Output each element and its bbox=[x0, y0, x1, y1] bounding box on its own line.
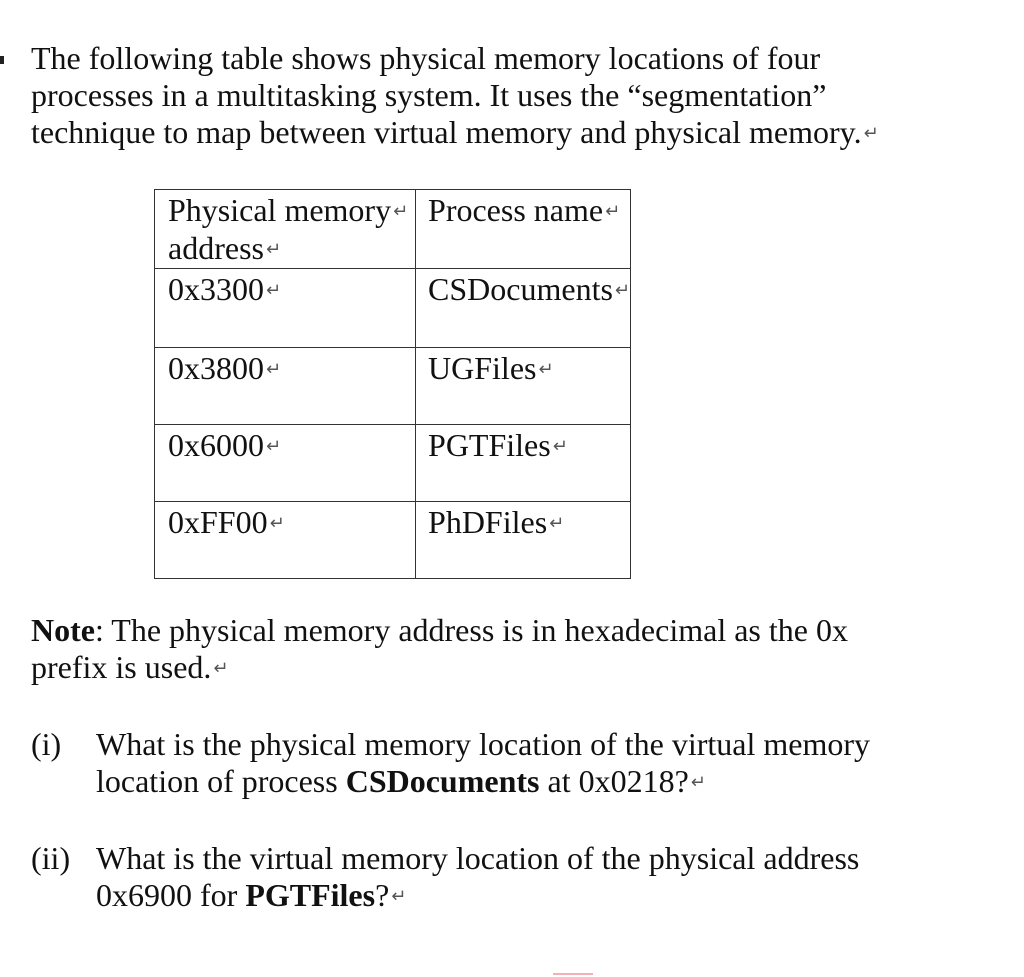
return-mark-icon: ↵ bbox=[391, 886, 407, 907]
question-line-1: What is the physical memory location of the virtual memory bbox=[96, 726, 871, 762]
return-mark-icon: ↵ bbox=[690, 772, 706, 793]
process-cell bbox=[416, 502, 631, 579]
table-row bbox=[155, 502, 631, 579]
address-cell bbox=[155, 425, 416, 502]
header-col1-line2: address bbox=[168, 230, 264, 266]
question-text bbox=[96, 726, 916, 801]
return-mark-icon: ↵ bbox=[213, 658, 229, 679]
return-mark-icon: ↵ bbox=[266, 359, 282, 380]
intro-line-1: The following table shows physical memory locations of four bbox=[31, 40, 821, 76]
question-line-2-post: at 0x0218? bbox=[539, 763, 689, 799]
return-mark-icon: ↵ bbox=[266, 280, 282, 301]
table-header-row bbox=[155, 190, 631, 269]
table-row bbox=[155, 425, 631, 502]
question-bold-term: PGTFiles bbox=[245, 877, 376, 913]
return-mark-icon: ↵ bbox=[863, 123, 879, 144]
question-text bbox=[96, 840, 916, 915]
return-mark-icon: ↵ bbox=[552, 436, 568, 457]
question-line-2-pre: location of process bbox=[96, 763, 346, 799]
process-cell bbox=[416, 425, 631, 502]
list-bullet bbox=[0, 56, 4, 64]
address-value: 0x6000 bbox=[168, 427, 264, 463]
note-text-b: prefix is used. bbox=[31, 649, 212, 685]
memory-table bbox=[154, 189, 631, 579]
address-cell bbox=[155, 348, 416, 425]
header-physical-address bbox=[155, 190, 416, 269]
address-value: 0xFF00 bbox=[168, 504, 268, 540]
address-cell bbox=[155, 269, 416, 348]
intro-line-2: processes in a multitasking system. It uses the “segmentation” bbox=[31, 77, 827, 113]
header-col2-label: Process name bbox=[428, 192, 604, 228]
return-mark-icon: ↵ bbox=[269, 513, 285, 534]
note-text-a: : The physical memory address is in hexadecimal as the 0x bbox=[94, 612, 848, 648]
process-cell bbox=[416, 348, 631, 425]
process-value: CSDocuments bbox=[428, 271, 613, 307]
intro-line-3: technique to map between virtual memory and physical memory. bbox=[31, 114, 862, 150]
note-paragraph bbox=[31, 612, 931, 687]
return-mark-icon: ↵ bbox=[549, 513, 565, 534]
process-cell bbox=[416, 269, 631, 348]
question-line-2-pre: 0x6900 for bbox=[96, 877, 246, 913]
return-mark-icon: ↵ bbox=[605, 201, 621, 222]
return-mark-icon: ↵ bbox=[538, 359, 554, 380]
return-mark-icon: ↵ bbox=[614, 280, 630, 301]
intro-paragraph bbox=[31, 40, 931, 152]
question-line-1: What is the virtual memory location of the physical address bbox=[96, 840, 860, 876]
note-label: Note bbox=[31, 612, 95, 648]
header-process-name bbox=[416, 190, 631, 269]
address-value: 0x3800 bbox=[168, 350, 264, 386]
question-line-2-post: ? bbox=[375, 877, 390, 913]
table-row bbox=[155, 348, 631, 425]
process-value: PhDFiles bbox=[428, 504, 548, 540]
page-edge-mark bbox=[553, 973, 593, 975]
address-cell bbox=[155, 502, 416, 579]
question-bold-term: CSDocuments bbox=[345, 763, 540, 799]
return-mark-icon: ↵ bbox=[266, 436, 282, 457]
return-mark-icon: ↵ bbox=[393, 201, 409, 222]
question-number: (ii) bbox=[31, 840, 71, 876]
return-mark-icon: ↵ bbox=[265, 239, 282, 260]
table-row bbox=[155, 269, 631, 348]
process-value: UGFiles bbox=[428, 350, 537, 386]
address-value: 0x3300 bbox=[168, 271, 264, 307]
process-value: PGTFiles bbox=[428, 427, 551, 463]
question-number: (i) bbox=[31, 726, 62, 762]
header-col1-line1: Physical memory bbox=[168, 192, 392, 228]
